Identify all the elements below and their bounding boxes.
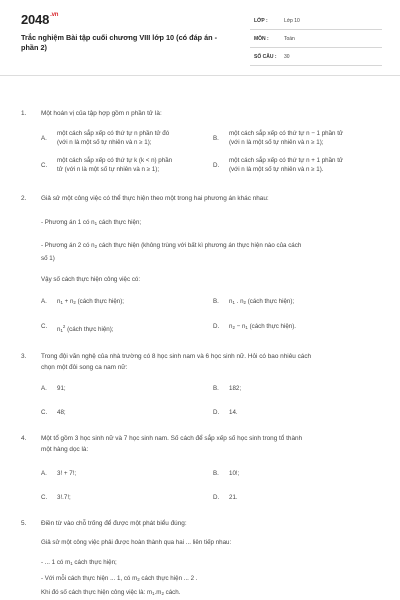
option-letter: B. — [213, 385, 219, 392]
option-letter: B. — [213, 298, 219, 305]
question-text: Giả sử một công việc có thể thực hiện theo một trong hai phương án khác nhau: — [41, 195, 269, 202]
meta-value: Lớp 10 — [284, 18, 300, 24]
subscript: 2 — [94, 244, 98, 249]
meta-row-class — [250, 15, 382, 30]
option-letter: A. — [41, 470, 47, 477]
meta-row-subject — [250, 33, 382, 48]
option-text-line: (với n là một số tự nhiên và n ≥ 1); — [229, 139, 324, 146]
subscript: 2 — [137, 577, 140, 582]
question-number: 2. — [21, 195, 27, 202]
q3-option-d[interactable] — [213, 408, 383, 418]
question-text-line: Trong đội văn nghệ của nhà trường có 8 học sinh nam và 6 học sinh nữ. Hỏi có bao nhiêu cách — [41, 353, 312, 360]
site-logo[interactable] — [21, 12, 58, 27]
meta-value: 30 — [284, 54, 290, 60]
option-letter: B. — [213, 470, 219, 477]
question-number: 4. — [21, 435, 27, 442]
option-letter: C. — [41, 162, 48, 169]
q5-conclusion — [41, 588, 381, 599]
subscript: 1 — [60, 300, 63, 305]
text: - ... 1 có m — [41, 559, 71, 566]
subscript: 2 — [73, 300, 76, 305]
question-number: 3. — [21, 353, 27, 360]
q4-option-a[interactable] — [41, 469, 206, 479]
q1-option-c[interactable] — [41, 156, 206, 176]
q1-option-b[interactable] — [213, 129, 383, 149]
q4-option-b[interactable] — [213, 469, 383, 479]
question-text-line: Một tổ gồm 3 học sinh nữ và 7 học sinh nam. Số cách để sắp xếp số học sinh trong tổ thành — [41, 435, 303, 442]
q1-option-d[interactable] — [213, 156, 383, 176]
text: n — [57, 298, 61, 305]
document-title: Trắc nghiệm Bài tập cuối chương VIII lớp 10 (có đáp án - phần 2) — [21, 33, 218, 52]
text: (cách thực hiện); — [245, 298, 295, 305]
q2-option-d[interactable] — [213, 322, 383, 332]
q4-option-c[interactable] — [41, 493, 206, 503]
text: Khi đó số cách thực hiện công việc là: m — [41, 589, 153, 596]
text: cách thực hiện ... 2 . — [139, 575, 198, 582]
q2-option-a[interactable] — [41, 297, 206, 307]
q2-option-c[interactable] — [41, 322, 206, 332]
header-divider — [0, 75, 400, 76]
text: n — [229, 298, 233, 305]
option-text: 3!.7!; — [57, 494, 71, 501]
meta-row-count — [250, 51, 382, 66]
logo-text: 2048 — [21, 12, 50, 27]
q5-step-2 — [41, 574, 381, 585]
meta-label: LỚP : — [254, 18, 268, 24]
option-text — [229, 297, 294, 307]
meta-value: Toán — [284, 36, 295, 42]
q2-prompt: Vậy số cách thực hiện công việc có: — [41, 276, 141, 283]
logo-suffix: .vn — [50, 12, 59, 18]
option-letter: D. — [213, 323, 220, 330]
text: - Phương án 2 có n — [41, 242, 95, 249]
text: + n — [62, 298, 74, 305]
option-text — [57, 297, 124, 307]
subscript: 1 — [232, 300, 235, 305]
text: . n — [234, 298, 244, 305]
option-text-line: (với n là một số tự nhiên và n ≥ 1). — [229, 166, 324, 173]
option-text: 14. — [229, 409, 238, 416]
q3-option-c[interactable] — [41, 408, 206, 418]
option-letter: A. — [41, 385, 47, 392]
option-letter: C. — [41, 409, 48, 416]
subscript: 1 — [60, 328, 63, 333]
text: (cách thực hiện). — [247, 323, 297, 330]
subscript: 1 — [245, 325, 248, 330]
question-number: 5. — [21, 520, 27, 527]
option-text-line: một cách sắp xếp có thứ tự n + 1 phần tử — [229, 157, 344, 164]
text: - Phương án 1 có n — [41, 219, 95, 226]
meta-label: MÔN : — [254, 36, 269, 42]
text: cách. — [163, 589, 181, 596]
document-meta — [250, 15, 382, 69]
text: (cách thực hiện); — [75, 298, 125, 305]
option-text-line: (với n là một số tự nhiên và n ≥ 1); — [57, 139, 152, 146]
option-letter: B. — [213, 135, 219, 142]
option-text: 3! + 7!; — [57, 470, 77, 477]
text: cách thực hiện; — [97, 219, 142, 226]
text: − n — [234, 323, 246, 330]
superscript: 2 — [62, 324, 66, 329]
text: n — [57, 326, 61, 333]
meta-label: SỐ CÂU : — [254, 54, 277, 60]
subscript: 2 — [243, 300, 246, 305]
q2-option-1-desc — [41, 218, 381, 229]
q3-option-b[interactable] — [213, 384, 383, 394]
text: cách thực hiện (không trùng với bất kì phương án thực hiện nào của cách — [97, 242, 302, 249]
q5-premise: Giả sử một công việc phải được hoàn thành qua hai ... liên tiếp nhau: — [41, 539, 232, 546]
subscript: 1 — [94, 221, 98, 226]
subscript: 2 — [161, 591, 164, 596]
question-text-line: một hàng dọc là: — [41, 446, 89, 453]
option-text-line: một cách sắp xếp có thứ tự n − 1 phần tử — [229, 130, 344, 137]
option-letter: D. — [213, 494, 220, 501]
subscript: 2 — [232, 325, 235, 330]
subscript: 1 — [152, 591, 155, 596]
option-text: 182; — [229, 385, 242, 392]
option-letter: C. — [41, 494, 48, 501]
option-letter: D. — [213, 409, 220, 416]
option-text — [57, 322, 114, 335]
option-letter: A. — [41, 298, 47, 305]
q2-option-2-desc — [41, 241, 381, 252]
option-text: 21. — [229, 494, 238, 501]
q3-option-a[interactable] — [41, 384, 206, 394]
q2-option-2-desc-cont: số 1) — [41, 255, 55, 262]
text: - Với mỗi cách thực hiện ... 1, có m — [41, 575, 138, 582]
question-number: 1. — [21, 110, 27, 117]
worksheet-header — [0, 0, 400, 72]
option-letter: C. — [41, 323, 48, 330]
option-text: 48; — [57, 409, 66, 416]
option-text-line: một cách sắp xếp có thứ tự n phần tử đó — [57, 130, 170, 137]
option-text: 10!; — [229, 470, 240, 477]
text: .m — [154, 589, 162, 596]
option-text — [229, 322, 296, 332]
question-text: Một hoán vị của tập hợp gồm n phần tử là: — [41, 110, 162, 117]
option-text-line: một cách sắp xếp có thứ tự k (k < n) phần — [57, 157, 173, 164]
text: (cách thực hiện); — [65, 326, 114, 333]
question-text-line: chọn một đôi song ca nam nữ: — [41, 364, 128, 371]
q1-option-a[interactable] — [41, 129, 206, 149]
text: n — [229, 323, 233, 330]
question-text: Điền từ vào chỗ trống để được một phát biểu đúng: — [41, 520, 187, 527]
option-text: 91; — [57, 385, 66, 392]
option-letter: A. — [41, 135, 47, 142]
option-letter: D. — [213, 162, 220, 169]
subscript: 1 — [70, 561, 73, 566]
text: cách thực hiện; — [72, 559, 117, 566]
q2-option-b[interactable] — [213, 297, 383, 307]
option-text-line: tử (với n là một số tự nhiên và n ≥ 1); — [57, 166, 160, 173]
q5-step-1 — [41, 558, 381, 569]
q4-option-d[interactable] — [213, 493, 383, 503]
